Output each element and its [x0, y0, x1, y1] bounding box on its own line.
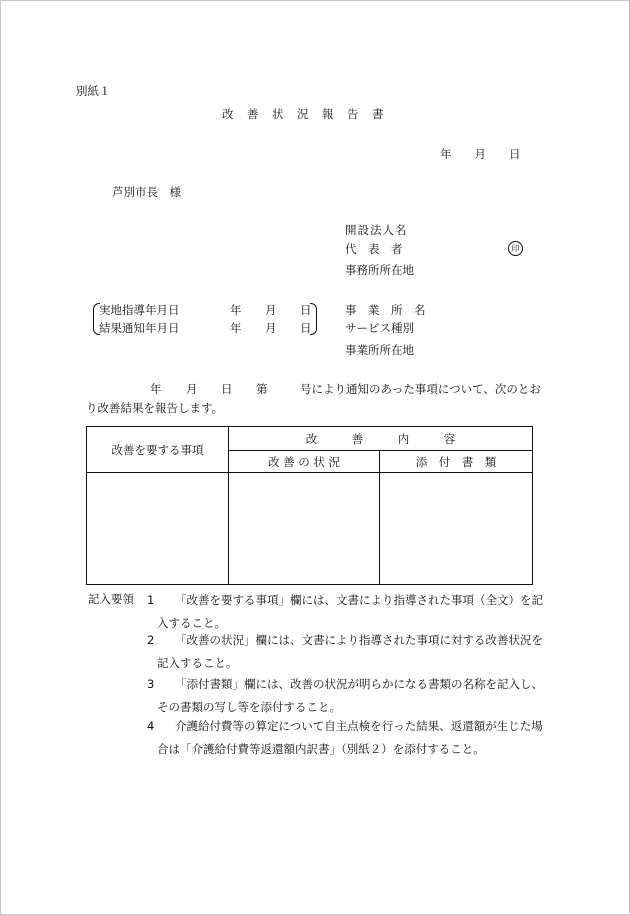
- body-month: 月: [186, 382, 198, 396]
- note-line2: その書類の写し等を添付すること。: [157, 700, 341, 714]
- cell-issues[interactable]: [87, 473, 229, 585]
- onsite-month: 月: [265, 303, 277, 317]
- office-address-label: 事務所所在地: [345, 263, 414, 277]
- body-no: 第: [256, 382, 268, 396]
- representative-label: 代 表 者: [345, 242, 403, 256]
- addressee: 芦別市長 様: [112, 185, 181, 199]
- notice-year: 年: [230, 321, 242, 335]
- col-header-improvement-content: 改 善 内 容: [229, 427, 533, 451]
- col-header-status: 改 善 の 状 況: [229, 451, 380, 473]
- note-line2: 記入すること。: [157, 656, 238, 670]
- note-line1: 介護給付費等の算定について自主点検を行った結果、返還額が生じた場: [175, 719, 543, 733]
- note-line2: 入すること。: [157, 616, 226, 630]
- business-address-label: 事業所所在地: [345, 343, 414, 357]
- cell-status[interactable]: [229, 473, 380, 585]
- note-number: 3: [147, 677, 155, 691]
- body-year: 年: [150, 382, 162, 396]
- note-number: 4: [147, 719, 155, 733]
- note-line2: 合は「介護給付費等返還額内訳書」（別紙２）を添付すること。: [157, 742, 485, 756]
- seal-icon: 印: [508, 241, 523, 256]
- note-line1: 「添付書類」欄には、改善の状況が明らかになる書類の名称を記入し、: [175, 677, 543, 691]
- note-number: 2: [147, 633, 155, 647]
- body-line1-rest: 号により通知のあった事項について、次のとお: [300, 382, 541, 396]
- notes-heading: 記入要領: [88, 592, 134, 606]
- onsite-guidance-date-label: 実地指導年月日: [99, 303, 180, 317]
- improvement-table: [86, 426, 533, 585]
- corp-name-label: 開設法人名: [345, 223, 408, 237]
- result-notice-date-label: 結果通知年月日: [99, 321, 180, 335]
- note-line1: 「改善を要する事項」欄には、文書により指導された事項（全文）を記: [175, 593, 543, 607]
- document-title: 改 善 状 況 報 告 書: [222, 107, 385, 121]
- onsite-day: 日: [300, 303, 312, 317]
- col-header-attachments: 添 付 書 類: [380, 451, 533, 473]
- notice-month: 月: [265, 321, 277, 335]
- body-day: 日: [221, 382, 233, 396]
- note-line1: 「改善の状況」欄には、文書により指導された事項に対する改善状況を: [175, 633, 543, 647]
- attachment-label: 別紙１: [76, 84, 111, 98]
- submission-date: 年 月 日: [440, 147, 521, 161]
- onsite-year: 年: [230, 303, 242, 317]
- business-name-label: 事 業 所 名: [345, 303, 426, 317]
- cell-attachments[interactable]: [380, 473, 533, 585]
- col-header-issues: 改善を要する事項: [87, 427, 229, 473]
- notice-day: 日: [300, 321, 312, 335]
- service-type-label: サービス種別: [345, 321, 414, 335]
- body-line2: り改善結果を報告します。: [86, 401, 224, 415]
- note-number: 1: [147, 593, 155, 607]
